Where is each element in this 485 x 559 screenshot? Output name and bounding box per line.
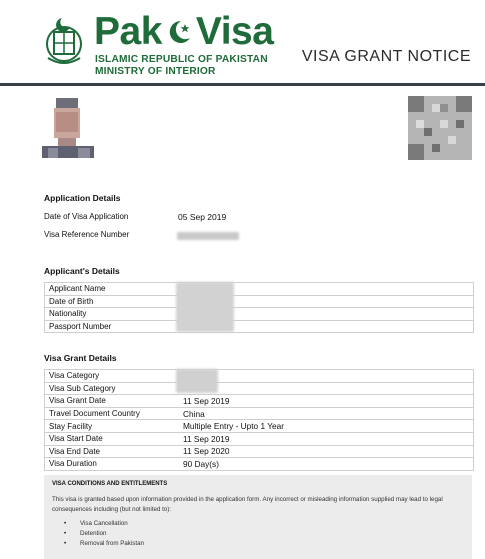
visa-grant-table <box>44 369 474 471</box>
applicant-details-table <box>44 282 474 333</box>
stay-facility-value: Multiple Entry - Upto 1 Year <box>171 420 474 433</box>
table-row <box>45 458 474 471</box>
table-row <box>45 382 474 395</box>
brand-left: Pak <box>94 10 162 53</box>
redacted-applicant-values <box>176 282 234 332</box>
state-emblem-icon <box>40 14 88 66</box>
visa-end-date-value: 11 Sep 2020 <box>171 445 474 458</box>
table-row <box>45 432 474 445</box>
visa-grant-details-title: Visa Grant Details <box>44 353 117 363</box>
redacted-visa-category-values <box>176 369 218 393</box>
table-row <box>45 420 474 433</box>
crescent-star-icon <box>162 12 196 52</box>
application-date-value: 05 Sep 2019 <box>178 212 227 222</box>
list-item: • Detention <box>64 529 144 539</box>
table-row <box>45 283 474 296</box>
conditions-text: This visa is granted based upon information provided in the application form. Any incorrect or misleading information supplied may lead to legal consequences including (but not limited to): <box>52 496 443 513</box>
reference-number-label: Visa Reference Number <box>44 230 130 239</box>
brand-right: Visa <box>195 10 274 53</box>
visa-grant-date-label: Visa Grant Date <box>45 395 172 408</box>
table-row <box>45 320 474 333</box>
list-item: • Removal from Pakistan <box>64 539 144 549</box>
applicant-name-label: Applicant Name <box>45 283 172 296</box>
visa-start-date-value: 11 Sep 2019 <box>171 432 474 445</box>
republic-name: ISLAMIC REPUBLIC OF PAKISTAN <box>95 54 268 65</box>
list-item: • Visa Cancellation <box>64 519 144 529</box>
table-row <box>45 445 474 458</box>
visa-duration-label: Visa Duration <box>45 458 172 471</box>
qr-code <box>408 96 472 160</box>
travel-document-country-value: China <box>171 407 474 420</box>
date-of-birth-label: Date of Birth <box>45 295 172 308</box>
visa-sub-category-label: Visa Sub Category <box>45 382 172 395</box>
conditions-list <box>64 519 144 548</box>
stay-facility-label: Stay Facility <box>45 420 172 433</box>
visa-duration-value: 90 Day(s) <box>171 458 474 471</box>
header <box>0 0 485 86</box>
passport-number-label: Passport Number <box>45 320 172 333</box>
nationality-label: Nationality <box>45 308 172 321</box>
application-details-title: Application Details <box>44 193 121 203</box>
conditions-title: VISA CONDITIONS AND ENTITLEMENTS <box>52 481 168 487</box>
table-row <box>45 295 474 308</box>
notice-title: VISA GRANT NOTICE <box>301 48 471 65</box>
applicant-photo <box>42 98 94 158</box>
redacted-reference-number <box>177 232 239 240</box>
visa-grant-date-value: 11 Sep 2019 <box>171 395 474 408</box>
visa-category-label: Visa Category <box>45 370 172 383</box>
application-date-label: Date of Visa Application <box>44 212 129 221</box>
ministry-name: MINISTRY OF INTERIOR <box>95 66 216 77</box>
visa-end-date-label: Visa End Date <box>45 445 172 458</box>
header-divider <box>0 83 485 86</box>
table-row <box>45 370 474 383</box>
table-row <box>45 308 474 321</box>
table-row <box>45 395 474 408</box>
applicant-details-title: Applicant's Details <box>44 266 120 276</box>
table-row <box>45 407 474 420</box>
brand-logo <box>94 12 273 52</box>
travel-document-country-label: Travel Document Country <box>45 407 172 420</box>
visa-start-date-label: Visa Start Date <box>45 432 172 445</box>
visa-conditions-panel <box>44 475 472 559</box>
